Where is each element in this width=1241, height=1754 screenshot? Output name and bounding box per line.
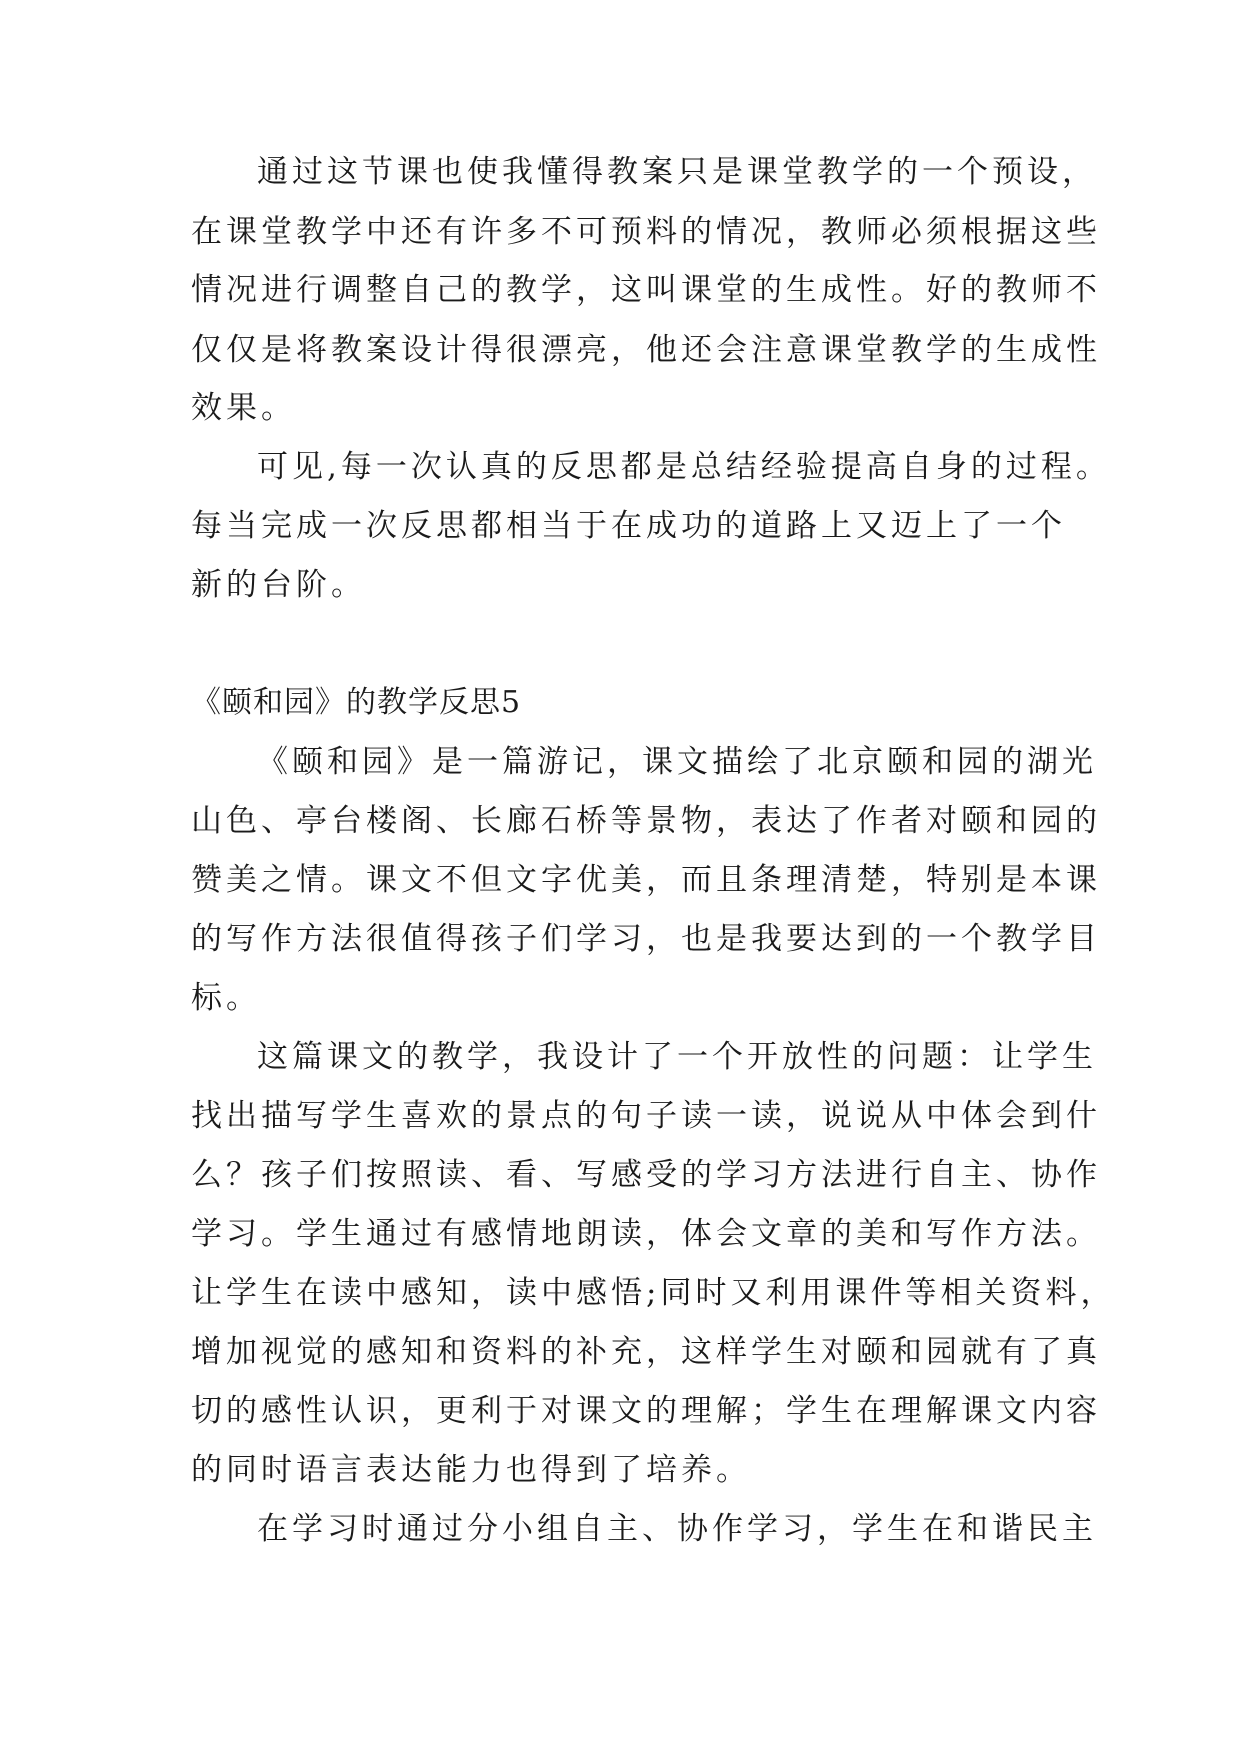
paragraph-3-line-3: 赞美之情。课文不但文字优美，而且条理清楚，特别是本课	[191, 862, 1101, 898]
paragraph-4-line-1: 这篇课文的教学，我设计了一个开放性的问题：让学生	[257, 1039, 1097, 1075]
paragraph-2-line-1: 可见,每一次认真的反思都是总结经验提高自身的过程。	[257, 449, 1111, 485]
paragraph-4-line-7: 切的感性认识，更利于对课文的理解；学生在理解课文内容	[191, 1393, 1101, 1429]
paragraph-3-line-2: 山色、亭台楼阁、长廊石桥等景物，表达了作者对颐和园的	[191, 803, 1101, 839]
paragraph-3-line-1: 《颐和园》是一篇游记，课文描绘了北京颐和园的湖光	[257, 744, 1097, 780]
paragraph-1-line-2: 在课堂教学中还有许多不可预料的情况，教师必须根据这些	[191, 214, 1101, 250]
paragraph-3-line-4: 的写作方法很值得孩子们学习，也是我要达到的一个教学目	[191, 921, 1101, 957]
paragraph-5-line-1: 在学习时通过分小组自主、协作学习，学生在和谐民主	[257, 1511, 1097, 1547]
section-heading: 《颐和园》的教学反思5	[191, 685, 522, 720]
paragraph-2-line-2: 每当完成一次反思都相当于在成功的道路上又迈上了一个	[191, 508, 1066, 544]
paragraph-1-line-3: 情况进行调整自己的教学，这叫课堂的生成性。好的教师不	[191, 272, 1101, 308]
paragraph-2-line-3: 新的台阶。	[191, 567, 366, 603]
paragraph-1-line-5: 效果。	[191, 390, 296, 426]
paragraph-4-line-4: 学习。学生通过有感情地朗读，体会文章的美和写作方法。	[191, 1216, 1101, 1252]
paragraph-1-line-1: 通过这节课也使我懂得教案只是课堂教学的一个预设，	[257, 154, 1097, 190]
paragraph-1-line-4: 仅仅是将教案设计得很漂亮，他还会注意课堂教学的生成性	[191, 332, 1101, 368]
paragraph-4-line-3: 么？孩子们按照读、看、写感受的学习方法进行自主、协作	[191, 1157, 1101, 1193]
paragraph-4-line-6: 增加视觉的感知和资料的补充，这样学生对颐和园就有了真	[191, 1334, 1101, 1370]
paragraph-3-line-5: 标。	[191, 980, 261, 1016]
paragraph-4-line-5: 让学生在读中感知，读中感悟;同时又利用课件等相关资料，	[191, 1275, 1116, 1311]
paragraph-4-line-2: 找出描写学生喜欢的景点的句子读一读，说说从中体会到什	[191, 1098, 1101, 1134]
paragraph-4-line-8: 的同时语言表达能力也得到了培养。	[191, 1452, 751, 1488]
